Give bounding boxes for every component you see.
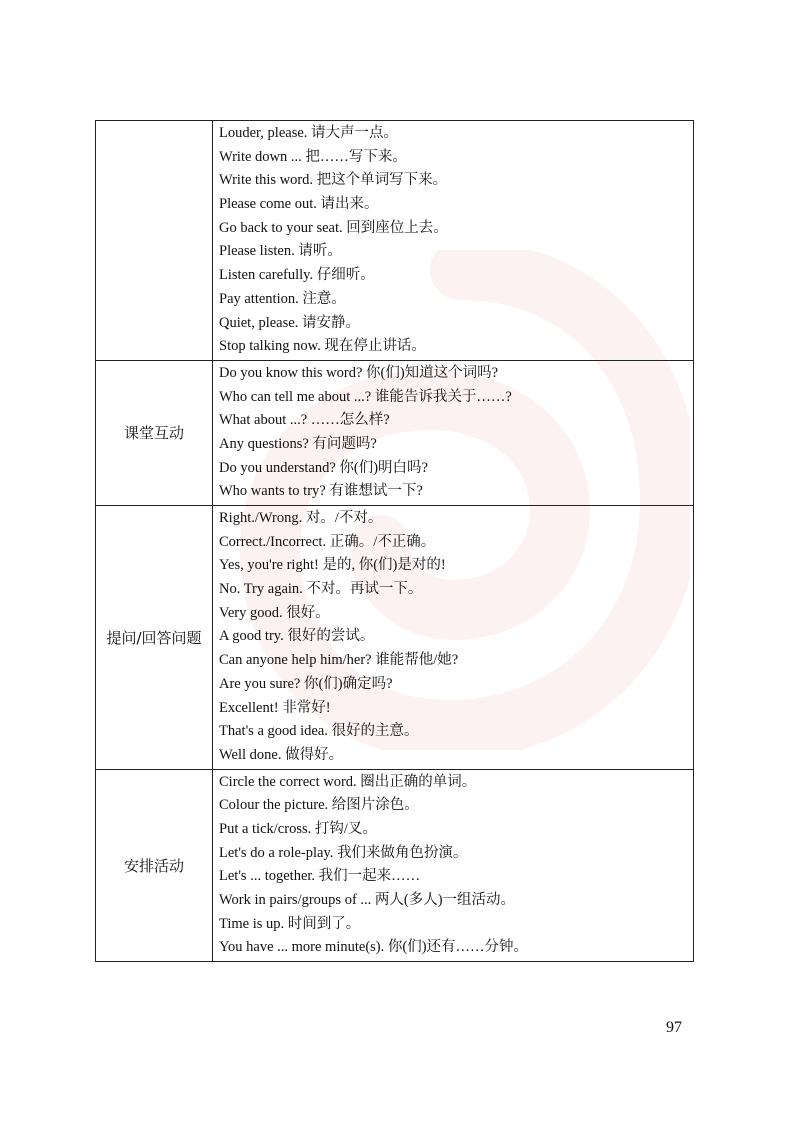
phrase-line: Correct./Incorrect. 正确。/不正确。: [219, 533, 436, 550]
table-row: [96, 769, 694, 962]
page-number: 97: [666, 1019, 682, 1036]
phrase-line: Work in pairs/groups of ... 两人(多人)一组活动。: [219, 892, 516, 908]
phrase-line: Circle the correct word. 圈出正确的单词。: [219, 773, 477, 790]
phrase-line: A good try. 很好的尝试。: [219, 628, 375, 645]
phrase-line: Any questions? 有问题吗?: [219, 435, 377, 452]
phrase-line: Do you understand? 你(们)明白吗?: [219, 459, 428, 476]
phrase-line: You have ... more minute(s). 你(们)还有……分钟。: [219, 939, 529, 956]
phrase-line: Write this word. 把这个单词写下来。: [219, 172, 448, 189]
phrase-line: No. Try again. 不对。再试一下。: [219, 581, 423, 598]
category-cell: 提问/回答问题: [96, 506, 213, 770]
phrase-list-cell: [213, 360, 694, 505]
phrase-line: Yes, you're right! 是的, 你(们)是对的!: [219, 557, 446, 574]
phrase-line: Time is up. 时间到了。: [219, 915, 361, 932]
phrase-line: Put a tick/cross. 打钩/叉。: [219, 820, 377, 837]
phrase-line: Are you sure? 你(们)确定吗?: [219, 675, 393, 692]
phrase-line: Excellent! 非常好!: [219, 699, 331, 716]
table-row: [96, 360, 694, 505]
phrase-line: Who wants to try? 有谁想试一下?: [219, 483, 423, 500]
phrase-line: Louder, please. 请大声一点。: [219, 125, 399, 141]
phrase-line: Let's do a role-play. 我们来做角色扮演。: [219, 844, 468, 861]
phrase-line: Right./Wrong. 对。/不对。: [219, 510, 383, 526]
category-cell: 课堂互动: [96, 360, 213, 505]
category-cell: 安排活动: [96, 769, 213, 962]
phrase-line: Quiet, please. 请安静。: [219, 314, 360, 331]
table-row: [96, 506, 694, 770]
phrase-list-cell: [213, 769, 694, 962]
phrase-line: Well done. 做得好。: [219, 746, 344, 763]
phrase-line: Do you know this word? 你(们)知道这个词吗?: [219, 364, 499, 381]
phrase-table: [95, 120, 694, 962]
phrase-line: Listen carefully. 仔细听。: [219, 267, 375, 284]
phrase-list-cell: [213, 506, 694, 770]
phrase-line: That's a good idea. 很好的主意。: [219, 723, 419, 740]
phrase-list-cell: [213, 121, 694, 361]
phrase-line: Write down ... 把……写下来。: [219, 148, 407, 165]
phrase-line: What about ...? ……怎么样?: [219, 412, 390, 429]
phrase-line: Let's ... together. 我们一起来……: [219, 868, 421, 885]
phrase-line: Pay attention. 注意。: [219, 290, 346, 307]
phrase-line: Please come out. 请出来。: [219, 196, 379, 213]
category-cell: [96, 121, 213, 361]
phrase-line: Who can tell me about ...? 谁能告诉我关于……?: [219, 388, 512, 405]
phrase-line: Colour the picture. 给图片涂色。: [219, 797, 419, 814]
phrase-line: Please listen. 请听。: [219, 243, 342, 260]
phrase-line: Go back to your seat. 回到座位上去。: [219, 219, 448, 236]
phrase-line: Stop talking now. 现在停止讲话。: [219, 338, 426, 355]
phrase-line: Very good. 很好。: [219, 604, 330, 621]
table-row: [96, 121, 694, 361]
phrase-line: Can anyone help him/her? 谁能帮他/她?: [219, 652, 459, 669]
